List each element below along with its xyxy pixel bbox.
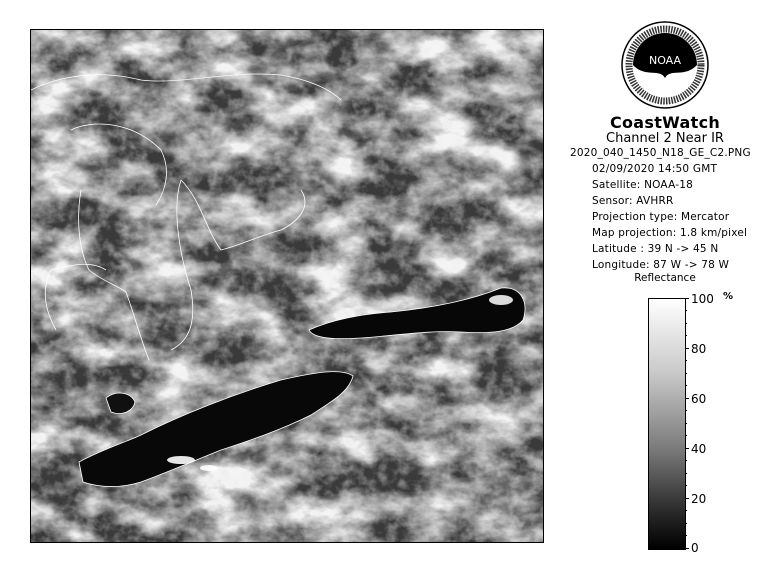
scale-label-0: 0 [691, 541, 699, 555]
scale-minor-tick [685, 485, 687, 486]
scale-tick [685, 398, 689, 399]
satellite-label: Satellite: NOAA-18 [592, 179, 693, 191]
scale-minor-tick [685, 410, 687, 411]
scale-tick [685, 348, 689, 349]
projection-type-label: Projection type: Mercator [592, 211, 730, 223]
scale-minor-tick [685, 323, 687, 324]
scale-label-80: 80 [691, 342, 707, 356]
satellite-image-svg [31, 30, 543, 542]
map-projection-label: Map projection: 1.8 km/pixel [592, 227, 748, 239]
longitude-label: Longitude: 87 W -> 78 W [592, 259, 730, 271]
scale-minor-tick [685, 335, 687, 336]
scale-unit: % [723, 291, 734, 302]
scale-tick [685, 548, 689, 549]
latitude-label: Latitude : 39 N -> 45 N [592, 243, 719, 255]
scale-minor-tick [685, 460, 687, 461]
scale-tick [685, 448, 689, 449]
product-title: CoastWatch [609, 113, 721, 132]
scale-minor-tick [685, 523, 687, 524]
scale-minor-tick [685, 360, 687, 361]
scale-minor-tick [685, 473, 687, 474]
datetime-label: 02/09/2020 14:50 GMT [592, 163, 718, 175]
scale-minor-tick [685, 435, 687, 436]
scale-minor-tick [685, 310, 687, 311]
scale-tick [685, 298, 689, 299]
scale-minor-tick [685, 373, 687, 374]
scale-tick [685, 498, 689, 499]
scale-minor-tick [685, 423, 687, 424]
reflectance-color-bar [648, 298, 686, 550]
scale-label-100: 100 [691, 292, 714, 306]
scale-label-60: 60 [691, 392, 707, 406]
scale-label-40: 40 [691, 442, 707, 456]
satellite-image [30, 29, 544, 543]
svg-text:NOAA: NOAA [648, 54, 682, 67]
scale-label-20: 20 [691, 492, 707, 506]
noaa-logo [620, 20, 710, 110]
filename-label: 2020_040_1450_N18_GE_C2.PNG [570, 147, 751, 159]
scale-minor-tick [685, 535, 687, 536]
channel-label: Channel 2 Near IR [606, 131, 724, 146]
scale-title: Reflectance [634, 272, 696, 284]
sensor-label: Sensor: AVHRR [592, 195, 674, 207]
scale-minor-tick [685, 510, 687, 511]
info-panel [560, 20, 770, 560]
scale-minor-tick [685, 385, 687, 386]
